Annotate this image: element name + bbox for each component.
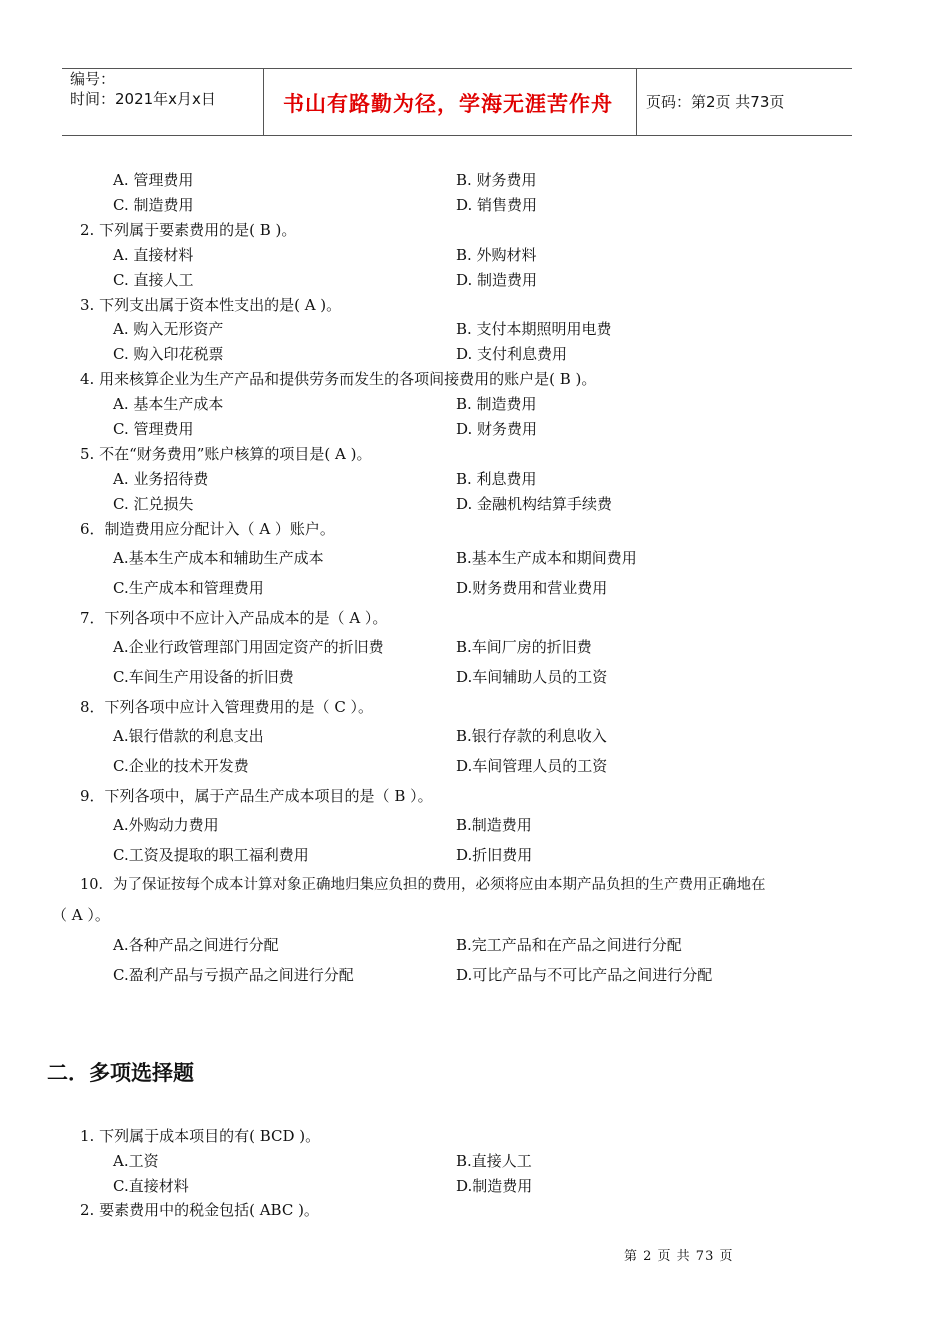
option-a: A.银行借款的利息支出	[113, 727, 264, 745]
option-a: A.外购动力费用	[113, 816, 219, 834]
option-a: A. 基本生产成本	[113, 395, 224, 413]
option-a: A. 直接材料	[113, 246, 194, 264]
option-c: C. 直接人工	[113, 271, 194, 289]
footer-page-number: 第 2 页 共 73 页	[624, 1249, 734, 1264]
question-8: 8．下列各项中应计入管理费用的是（ C ）。	[80, 698, 374, 716]
option-a: A. 管理费用	[113, 171, 194, 189]
question-5: 5. 不在“财务费用”账户核算的项目是( A )。	[80, 445, 372, 463]
header-divider-left	[263, 68, 264, 136]
header-bottom-rule	[62, 135, 852, 136]
option-c: C.生产成本和管理费用	[113, 579, 264, 597]
question-9: 9．下列各项中，属于产品生产成本项目的是（ B ）。	[80, 787, 433, 805]
header-divider-right	[636, 68, 637, 136]
question-7: 7．下列各项中不应计入产品成本的是（ A ）。	[80, 609, 388, 627]
option-d: D. 销售费用	[456, 196, 538, 214]
option-d: D.制造费用	[456, 1177, 533, 1195]
option-b: B. 支付本期照明用电费	[456, 320, 612, 338]
option-b: B. 财务费用	[456, 171, 537, 189]
question-2: 2. 要素费用中的税金包括( ABC )。	[80, 1201, 319, 1219]
option-b: B.基本生产成本和期间费用	[456, 549, 637, 567]
option-d: D.车间管理人员的工资	[456, 757, 608, 775]
question-10-continuation: （ A ）。	[52, 906, 110, 924]
option-d: D.车间辅助人员的工资	[456, 668, 608, 686]
option-b: B.车间厂房的折旧费	[456, 638, 592, 656]
option-b: B.完工产品和在产品之间进行分配	[456, 936, 682, 954]
option-c: C.车间生产用设备的折旧费	[113, 668, 294, 686]
option-b: B.银行存款的利息收入	[456, 727, 607, 745]
option-a: A.各种产品之间进行分配	[113, 936, 279, 954]
option-a: A. 业务招待费	[113, 470, 209, 488]
option-c: C. 管理费用	[113, 420, 194, 438]
option-c: C. 购入印花税票	[113, 345, 224, 363]
option-c: C.企业的技术开发费	[113, 757, 249, 775]
option-c: C. 汇兑损失	[113, 495, 194, 513]
option-b: B. 外购材料	[456, 246, 537, 264]
option-d: D. 支付利息费用	[456, 345, 568, 363]
option-b: B.直接人工	[456, 1152, 532, 1170]
option-d: D. 制造费用	[456, 271, 538, 289]
question-3: 3. 下列支出属于资本性支出的是( A )。	[80, 296, 342, 314]
option-d: D.可比产品与不可比产品之间进行分配	[456, 966, 713, 984]
option-c: C.工资及提取的职工福利费用	[113, 846, 309, 864]
option-b: B. 制造费用	[456, 395, 537, 413]
option-d: D. 金融机构结算手续费	[456, 495, 613, 513]
header-top-rule	[62, 68, 852, 69]
header-number-label: 编号：	[70, 70, 116, 88]
option-d: D. 财务费用	[456, 420, 538, 438]
option-b: B.制造费用	[456, 816, 532, 834]
option-d: D.财务费用和营业费用	[456, 579, 608, 597]
header-time-label: 时间：2021年x月x日	[70, 90, 216, 108]
header-motto: 书山有路勤为径，学海无涯苦作舟	[283, 91, 613, 116]
option-a: A.企业行政管理部门用固定资产的折旧费	[113, 638, 384, 656]
option-a: A. 购入无形资产	[113, 320, 224, 338]
header-page-label: 页码：第2页 共73页	[646, 93, 785, 111]
option-d: D.折旧费用	[456, 846, 533, 864]
option-a: A.基本生产成本和辅助生产成本	[113, 549, 324, 567]
question-10: 10．为了保证按每个成本计算对象正确地归集应负担的费用，必须将应由本期产品负担的生产费用正确地在	[80, 877, 766, 893]
option-c: C.盈利产品与亏损产品之间进行分配	[113, 966, 354, 984]
option-c: C.直接材料	[113, 1177, 189, 1195]
section-heading: 二．多项选择题	[47, 1061, 194, 1085]
option-c: C. 制造费用	[113, 196, 194, 214]
option-a: A.工资	[113, 1152, 159, 1170]
option-b: B. 利息费用	[456, 470, 537, 488]
question-1: 1. 下列属于成本项目的有( BCD )。	[80, 1127, 321, 1145]
question-6: 6．制造费用应分配计入（ A ）账户。	[80, 520, 335, 538]
question-2: 2. 下列属于要素费用的是( B )。	[80, 221, 297, 239]
question-4: 4. 用来核算企业为生产产品和提供劳务而发生的各项间接费用的账户是( B )。	[80, 370, 597, 388]
